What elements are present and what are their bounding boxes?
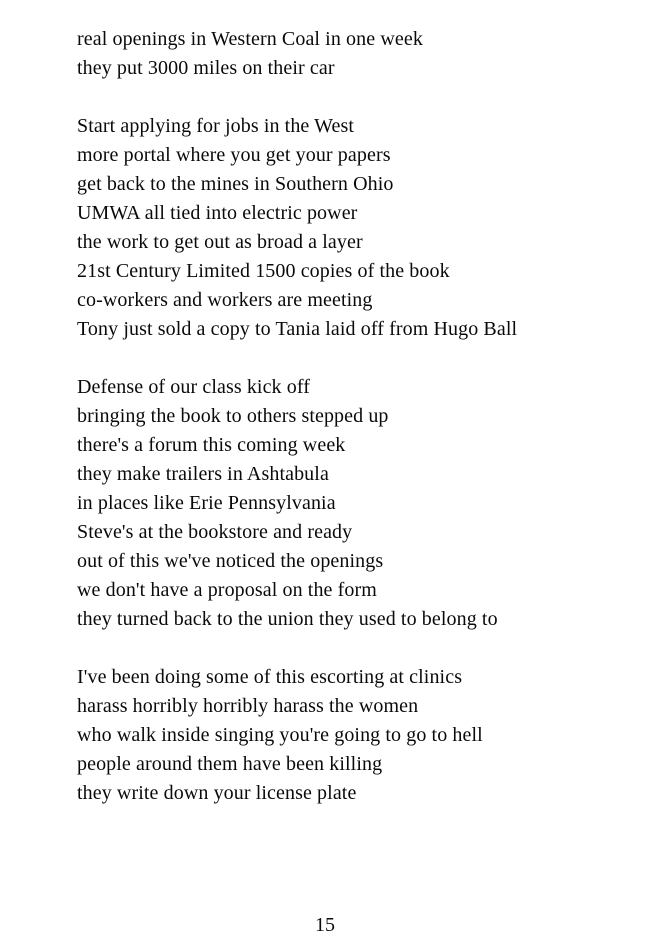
poem-line: Steve's at the bookstore and ready <box>77 521 353 543</box>
poem-line: in places like Erie Pennsylvania <box>77 492 336 514</box>
poem-line: the work to get out as broad a layer <box>77 231 363 253</box>
poem-stanza <box>77 663 620 808</box>
poem-line: they write down your license plate <box>77 782 357 804</box>
poem-line: we don't have a proposal on the form <box>77 579 377 601</box>
poem-stanza <box>77 112 620 344</box>
poem-body <box>77 25 620 808</box>
poem-line: Defense of our class kick off <box>77 376 311 398</box>
poem-line: bringing the book to others stepped up <box>77 405 389 427</box>
poem-line: I've been doing some of this escorting at clinics <box>77 666 463 688</box>
poem-stanza <box>77 25 620 83</box>
poem-line: co-workers and workers are meeting <box>77 289 373 311</box>
poem-line: get back to the mines in Southern Ohio <box>77 173 394 195</box>
poem-stanza <box>77 373 620 634</box>
poem-line: harass horribly horribly harass the women <box>77 695 419 717</box>
poem-line: they put 3000 miles on their car <box>77 57 335 79</box>
poem-line: Tony just sold a copy to Tania laid off from Hugo Ball <box>77 318 518 340</box>
poem-line: they turned back to the union they used to belong to <box>77 608 498 630</box>
poem-line: 21st Century Limited 1500 copies of the book <box>77 260 450 282</box>
poem-line: there's a forum this coming week <box>77 434 346 456</box>
poem-line: UMWA all tied into electric power <box>77 202 358 224</box>
poem-line: people around them have been killing <box>77 753 383 775</box>
poem-line: out of this we've noticed the openings <box>77 550 384 572</box>
poem-line: who walk inside singing you're going to go to hell <box>77 724 483 746</box>
page-number: 15 <box>315 914 335 936</box>
poem-line: they make trailers in Ashtabula <box>77 463 329 485</box>
poem-line: more portal where you get your papers <box>77 144 391 166</box>
poem-line: real openings in Western Coal in one week <box>77 28 423 50</box>
poem-line: Start applying for jobs in the West <box>77 115 355 137</box>
